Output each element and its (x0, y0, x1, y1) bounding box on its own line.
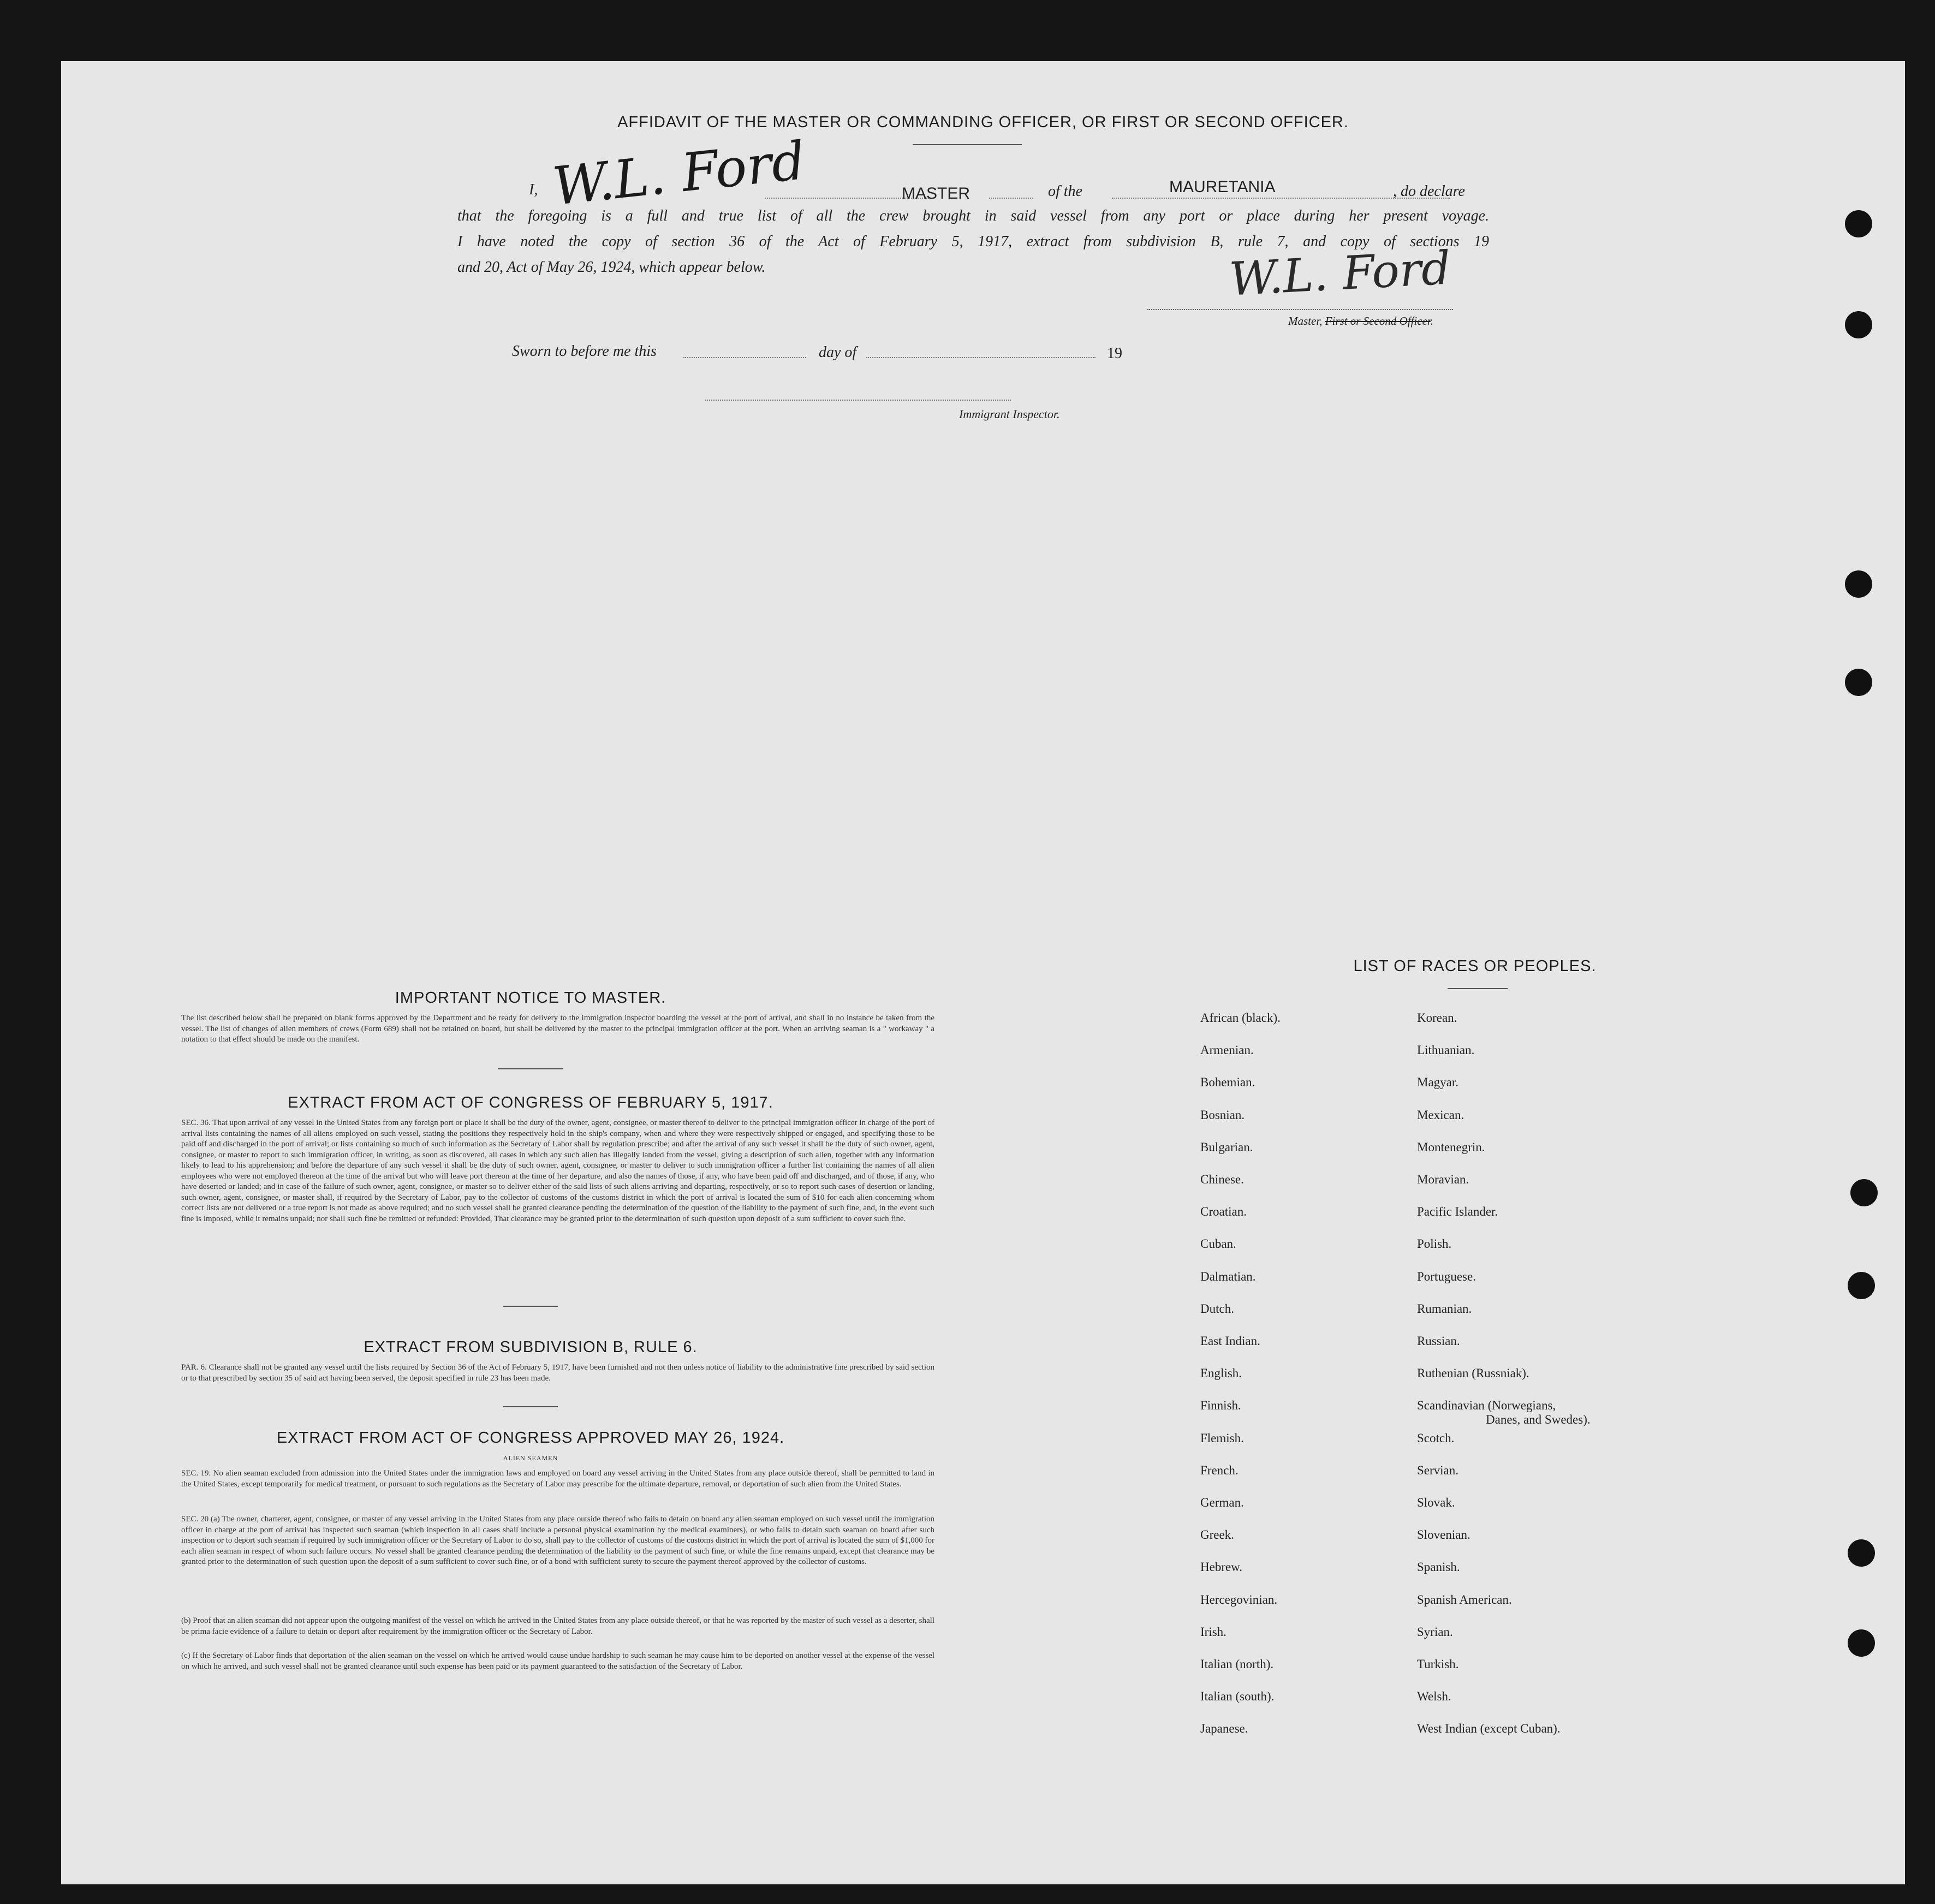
do-declare-label: , do declare (1393, 183, 1465, 200)
race-item: Welsh. (1417, 1689, 1451, 1704)
day-of-label: day of (819, 344, 857, 361)
extract-1917-title: EXTRACT FROM ACT OF CONGRESS OF FEBRUARY 5, 1917. (288, 1094, 773, 1111)
race-item: Mexican. (1417, 1108, 1464, 1122)
extract-1924-title: EXTRACT FROM ACT OF CONGRESS APPROVED MAY 26, 1924. (276, 1429, 785, 1447)
declaration-line-3: I have noted the copy of section 36 of the Act of February 5, 1917, extract from subdivision B, rule 7, and copy of sections 19 (457, 233, 1489, 250)
declaration-line-2: that the foregoing is a full and true list of all the crew brought in said vessel from any port or place during her present voyage. (457, 207, 1489, 224)
race-item: Moravian. (1417, 1173, 1469, 1186)
race-item: Rumanian. (1417, 1301, 1472, 1316)
punch-hole (1845, 669, 1872, 696)
extract-1924-sec20b: (b) Proof that an alien seaman did not appear upon the outgoing manifest of the vessel on which he arrived in the United States from any place outside thereof, or that he was reported by the master of such vessel as a deserter, shall be prima facie evidence of a failure to detain or deport after requirement by the immigration officer or the Secretary of Labor. (181, 1616, 934, 1636)
title-underline (913, 144, 1022, 145)
race-item: Montenegrin. (1417, 1140, 1485, 1154)
race-item: Spanish. (1417, 1560, 1460, 1574)
extract-1924-subtitle: ALIEN SEAMEN (503, 1454, 558, 1462)
extract-1924-sec19: SEC. 19. No alien seaman excluded from admission into the United States under the immigration laws and employed on board any vessel arriving in the United States from any place outside thereof, shall be permitted to land in the United States, except temporarily for medical treatment, or pursuant to such regulations as the Secretary of Labor may prescribe for the ultimate departure, removal, or deportation of such alien from the United States. (181, 1469, 934, 1489)
race-item: Armenian. (1200, 1043, 1254, 1057)
extract-1924-sec20a: SEC. 20 (a) The owner, charterer, agent, consignee, or master of any vessel arriving in the United States from any place outside thereof who fails to detain on board any alien seaman employed on such vessel until the immigration officer in charge at the port of arrival has inspected such seaman (which inspection in all cases shall include a personal physical examination by the medical examiners), or who fails to detain such seaman on board after such inspection or to deport such seaman if required by such immigration officer or the Secretary of Labor to do so, shall pay to the collector of customs of the customs district in which the port of arrival is located the sum of $1,000 for each alien seaman in respect of whom such failure occurs. No vessel shall be granted clearance pending the determination of the liability to the payment of such fine, or while the fine remains unpaid, except that clearance may be granted prior to the determination of such question upon the deposit of a sum sufficient to cover such fine, or of a bond with sufficient surety to secure the payment thereof approved by the collector of customs. (181, 1515, 934, 1566)
of-the-label: of the (1048, 183, 1082, 200)
race-item: Finnish. (1200, 1399, 1241, 1413)
race-item: Greek. (1200, 1528, 1234, 1542)
race-item: Hebrew. (1200, 1560, 1243, 1574)
declaration-i: I, (529, 181, 538, 198)
rank-value: MASTER (902, 185, 971, 203)
race-item: Irish. (1200, 1625, 1227, 1639)
signature-line (1147, 309, 1453, 310)
master-signature-bottom: W.L. Ford (1228, 241, 1452, 306)
extract-1924-sec20c: (c) If the Secretary of Labor finds that deportation of the alien seaman on the vessel on which he arrived would cause undue hardship to such seaman he may cause him to be deported on another vessel at the expense of the vessel on which he arrived, and such vessel shall not be granted clearance until such expense has been paid or its payment guaranteed to the satisfaction of the Secretary of Labor. (181, 1651, 934, 1671)
race-item: Slovak. (1417, 1496, 1455, 1509)
race-item: Japanese. (1200, 1722, 1248, 1736)
punch-hole (1845, 210, 1872, 237)
dotted-line (866, 357, 1095, 358)
race-item: Slovenian. (1417, 1528, 1470, 1542)
race-item: Turkish. (1417, 1657, 1459, 1671)
race-item: Ruthenian (Russniak). (1417, 1366, 1529, 1381)
race-item: Scandinavian (Norwegians, (1417, 1399, 1556, 1413)
race-item: Lithuanian. (1417, 1043, 1475, 1057)
race-item: Italian (south). (1200, 1689, 1275, 1704)
race-item: Bohemian. (1200, 1075, 1255, 1090)
dotted-line (683, 357, 806, 358)
section-divider (503, 1406, 558, 1407)
race-item: German. (1200, 1496, 1244, 1509)
race-item: African (black). (1200, 1011, 1281, 1025)
punch-hole (1848, 1272, 1875, 1299)
section-divider (498, 1068, 563, 1069)
inspector-signature-line (705, 400, 1011, 401)
race-item: Croatian. (1200, 1205, 1247, 1219)
vessel-name: MAURETANIA (1169, 178, 1276, 196)
race-item: West Indian (except Cuban). (1417, 1722, 1561, 1736)
document-page (61, 61, 1905, 1884)
sworn-label: Sworn to before me this (512, 343, 657, 360)
race-item: Spanish American. (1417, 1592, 1512, 1606)
section-divider (503, 1306, 558, 1307)
race-item: Chinese. (1200, 1173, 1244, 1186)
extract-rule6-text: PAR. 6. Clearance shall not be granted any vessel until the lists required by Section 36 of the Act of February 5, 1917, have been furnished and not then unless notice of liability to the administrative fine prescribed by said section or to that prescribed by section 35 of said act having been served, the deposit specified in rule 23 has been made. (181, 1363, 934, 1383)
declaration-line-4: and 20, Act of May 26, 1924, which appear below. (457, 259, 766, 276)
master-signature-top: W.L. Ford (550, 130, 808, 217)
punch-hole (1850, 1179, 1878, 1206)
race-item: Polish. (1417, 1237, 1452, 1251)
punch-hole (1848, 1539, 1875, 1567)
race-item: Bosnian. (1200, 1108, 1245, 1122)
inspector-caption: Immigrant Inspector. (959, 407, 1060, 421)
race-item: Portuguese. (1417, 1269, 1476, 1283)
dotted-line (989, 198, 1033, 199)
race-item: Magyar. (1417, 1075, 1459, 1090)
race-item: Scotch. (1417, 1431, 1455, 1445)
race-item: Russian. (1417, 1334, 1460, 1348)
race-item: English. (1200, 1366, 1242, 1381)
race-item: Dutch. (1200, 1301, 1234, 1316)
race-item: Cuban. (1200, 1237, 1236, 1251)
race-item: Italian (north). (1200, 1657, 1274, 1671)
signature-caption (1288, 314, 1433, 328)
race-item: East Indian. (1200, 1334, 1260, 1348)
race-item: Syrian. (1417, 1625, 1453, 1639)
notice-text: The list described below shall be prepared on blank forms approved by the Department and be ready for delivery to the immigration inspector boarding the vessel at the port of arrival, and shall in no instance be taken from the vessel. The list of changes of alien members of crews (Form 689) shall not be retained on board, but shall be delivered by the master to the principal immigration officer at the port. When an arriving seaman is a " workaway " a notation to that effect should be made on the manifest. (181, 1014, 934, 1044)
race-item: Hercegovinian. (1200, 1592, 1278, 1606)
race-item: Dalmatian. (1200, 1269, 1256, 1283)
race-item: French. (1200, 1463, 1239, 1477)
year-prefix: 19 (1107, 345, 1122, 362)
caption-master: Master, (1288, 314, 1323, 328)
race-item: Servian. (1417, 1463, 1459, 1477)
races-title: LIST OF RACES OR PEOPLES. (1353, 957, 1597, 975)
races-title-underline (1448, 988, 1508, 989)
punch-hole (1848, 1629, 1875, 1657)
punch-hole (1845, 311, 1872, 338)
race-item-continuation: Danes, and Swedes). (1486, 1413, 1591, 1426)
race-item: Korean. (1417, 1011, 1457, 1025)
extract-rule6-title: EXTRACT FROM SUBDIVISION B, RULE 6. (364, 1338, 698, 1356)
affidavit-title: AFFIDAVIT OF THE MASTER OR COMMANDING OFFICER, OR FIRST OR SECOND OFFICER. (617, 114, 1349, 131)
notice-title: IMPORTANT NOTICE TO MASTER. (395, 989, 666, 1007)
race-item: Flemish. (1200, 1431, 1244, 1445)
race-item: Pacific Islander. (1417, 1205, 1498, 1219)
extract-1917-text: SEC. 36. That upon arrival of any vessel in the United States from any foreign port or place it shall be the duty of the owner, agent, consignee, or master thereof to deliver to the principal immigration officer in charge of the port of arrival lists containing the names of all aliens employed on such vessel, stating the positions they respectively hold in the ship's company, when and where they were respectively shipped or engaged, and specifying those to be paid off and discharged in the port of arrival; or lists containing so much of such information as the Secretary of Labor shall by regulation prescribe; and after the arrival of any such vessel it shall be the duty of such owner, agent, consignee, or master to report to such immigration officer, in writing, as soon as discovered, all cases in which any such alien has illegally landed from the vessel, giving a description of such alien, together with any information likely to lead to his apprehension; and before the departure of any such vessel it shall be the duty of such owner, agent, consignee, or master to deliver to such immigration officer a further list containing the names of all alien employees who were not employed thereon at the time of the arrival but who will leave port thereon at the time of her departure, and also the names of those, if any, who have been paid off and discharged, and of those, if any, who have deserted or landed; and in case of the failure of such owner, agent, consignee, or master so to deliver either of the said lists of such aliens arriving and departing, respectively, or so to report such cases of desertion or landing, such owner, agent, consignee, or master shall, if required by the Secretary of Labor, pay to the collector of customs of the customs district in which the port of arrival is located the sum of $10 for each alien concerning whom correct lists are not delivered or a true report is not made as above required; and no such vessel shall be granted clearance pending the determination of the question of the liability to the payment of such fine, and, in the event such fine is imposed, while it remains unpaid; nor shall such fine be remitted or refunded: Provided, That clearance may be granted prior to the determination of such question upon deposit of a sum sufficient to cover such fine. (181, 1118, 934, 1223)
caption-struck-officer: First or Second Officer (1325, 314, 1431, 328)
punch-hole (1845, 570, 1872, 598)
caption-end: . (1430, 314, 1433, 328)
race-item: Bulgarian. (1200, 1140, 1253, 1154)
